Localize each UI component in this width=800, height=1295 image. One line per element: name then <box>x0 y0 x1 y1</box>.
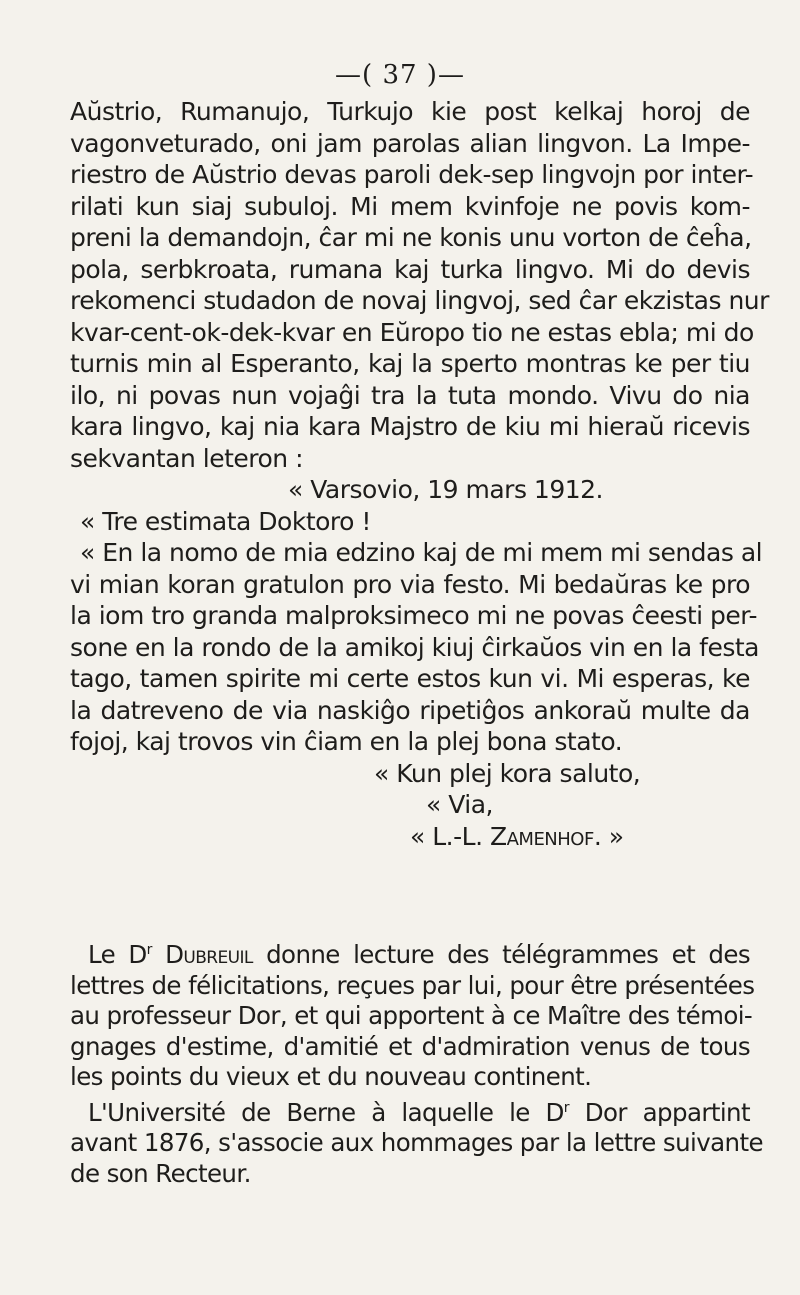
text-line: rilati kun siaj subuloj. Mi mem kvinfoje ne povis kom- <box>70 191 750 221</box>
signature-suffix: » <box>601 821 624 851</box>
page-number: —( 37 )— <box>335 60 465 90</box>
letter-dateline: « Varsovio, 19 mars 1912. <box>288 475 604 504</box>
text-line: rekomenci studadon de novaj lingvoj, sed ĉar ekzistas nur <box>70 286 769 315</box>
text-fragment: donne lecture des télégrammes et des <box>252 940 751 970</box>
signature-name: Zamenhof. <box>489 821 602 851</box>
text-line: gnages d'estime, d'amitié et d'admiration venus de tous <box>70 1031 750 1061</box>
text-line: sone en la rondo de la amikoj kiuj ĉirkaŭos vin en la festa <box>70 632 760 662</box>
text-line: de son Recteur. <box>70 1158 251 1188</box>
text-line: la datreveno de via naskiĝo ripetiĝos ankoraŭ multe da <box>70 695 750 725</box>
text-line: lettres de félicitations, reçues par lui, pour être présentées <box>70 970 755 1000</box>
letter-signature <box>70 821 750 853</box>
text-line: la iom tro granda malproksimeco mi ne povas ĉeesti per- <box>70 601 758 630</box>
text-line: kara lingvo, kaj nia kara Majstro de kiu mi hieraŭ ricevis <box>70 412 750 441</box>
text-fragment: L'Université de Berne à laquelle le D <box>88 1097 564 1127</box>
french-paragraphs <box>70 935 763 1189</box>
text-line: vagonveturado, oni jam parolas alian lingvon. La Impe- <box>70 128 750 158</box>
person-name: Dubreuil <box>151 940 253 970</box>
text-line: turnis min al Esperanto, kaj la sperto montras ke per tiu <box>70 349 750 378</box>
text-line: « En la nomo de mia edzino kaj de mi mem mi sendas al <box>80 538 763 567</box>
text-line: vi mian koran gratulon pro via festo. Mi bedaŭras ke pro <box>70 569 750 599</box>
letter-closing-via: « Via, <box>426 790 494 819</box>
text-line: ilo, ni povas nun vojaĝi tra la tuta mondo. Vivu do nia <box>70 380 750 410</box>
superscript: r <box>563 1099 569 1116</box>
text-line: preni la demandojn, ĉar mi ne konis unu vorton de ĉeĥa, <box>70 223 752 252</box>
text-fragment: Le D <box>88 940 147 970</box>
text-line <box>70 1093 750 1129</box>
text-line: avant 1876, s'associe aux hommages par la lettre suivante <box>70 1128 763 1158</box>
text-line: Aŭstrio, Rumanujo, Turkujo kie post kelkaj horoj de <box>70 97 750 126</box>
text-line <box>70 935 750 971</box>
esperanto-intro-paragraph <box>70 96 769 852</box>
text-line: kvar-cent-ok-dek-kvar en Eŭropo tio ne estas ebla; mi do <box>70 317 754 347</box>
text-line: les points du vieux et du nouveau continent. <box>70 1062 592 1092</box>
letter-closing: « Kun plej kora saluto, <box>374 758 641 788</box>
text-line: sekvantan leteron : <box>70 443 304 473</box>
text-fragment: Dor appartint <box>568 1097 750 1127</box>
superscript: r <box>146 942 152 958</box>
text-line: tago, tamen spirite mi certe estos kun vi. Mi esperas, ke <box>70 664 750 693</box>
text-line: riestro de Aŭstrio devas paroli dek-sep lingvojn por inter- <box>70 160 754 189</box>
text-line: pola, serbkroata, rumana kaj turka lingvo. Mi do devis <box>70 254 750 284</box>
text-line: au professeur Dor, et qui apportent à ce Maître des témoi- <box>70 1001 753 1031</box>
text-line: fojoj, kaj trovos vin ĉiam en la plej bona stato. <box>70 727 623 756</box>
letter-salutation: « Tre estimata Doktoro ! <box>80 506 371 536</box>
signature-prefix: « L.-L. <box>410 821 490 851</box>
